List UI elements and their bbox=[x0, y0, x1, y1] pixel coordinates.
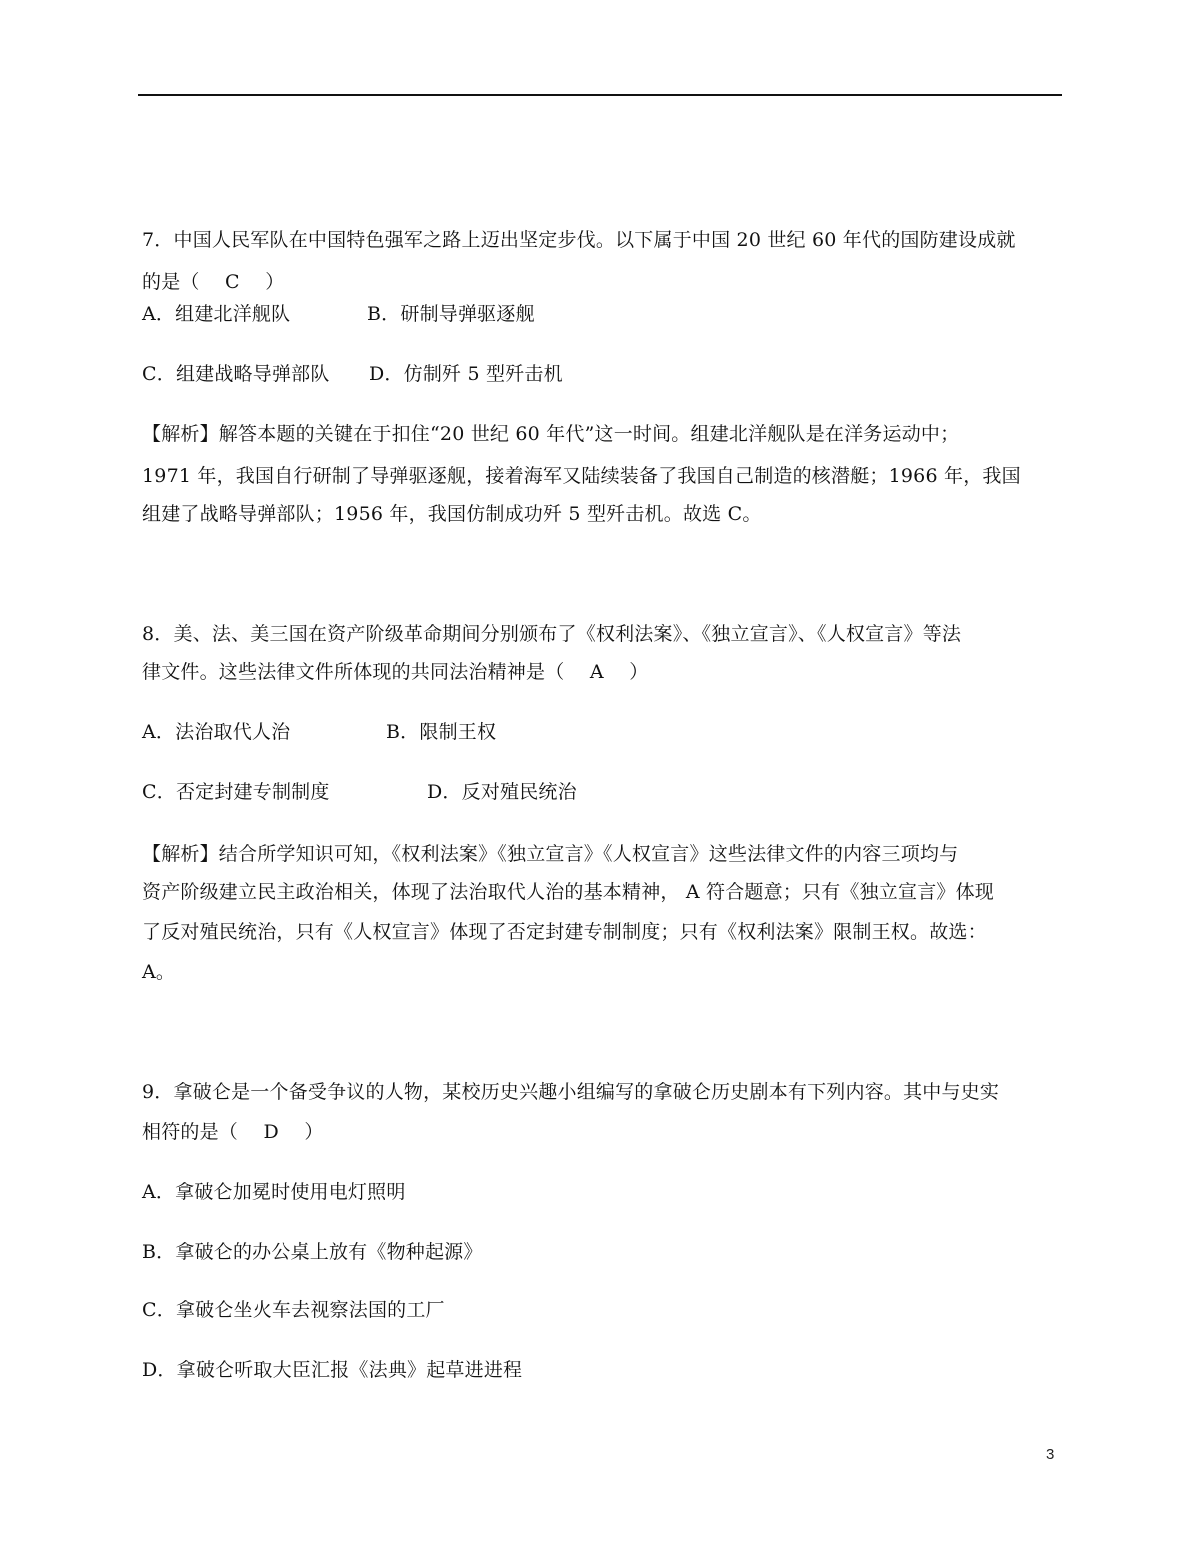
question-9-stem-line-2: 相符的是（ D ） bbox=[142, 1121, 324, 1143]
question-9-stem-line-1: 9．拿破仑是一个备受争议的人物，某校历史兴趣小组编写的拿破仑历史剧本有下列内容。其中与史实 bbox=[142, 1081, 1000, 1103]
option-c: C．否定封建专制制度 bbox=[142, 781, 330, 803]
question-9-option-a: A．拿破仑加冕时使用电灯照明 bbox=[142, 1181, 406, 1203]
option-d: D．仿制歼 5 型歼击机 bbox=[369, 363, 563, 385]
option-b: B．研制导弹驱逐舰 bbox=[367, 303, 535, 325]
question-9-option-d: D．拿破仑听取大臣汇报《法典》起草进进程 bbox=[142, 1359, 523, 1381]
question-9-option-b: B．拿破仑的办公桌上放有《物种起源》 bbox=[142, 1241, 483, 1263]
question-7-stem-line-2: 的是（ C ） bbox=[142, 271, 285, 293]
page-number: 3 bbox=[1046, 1446, 1055, 1463]
question-8-analysis-line-1: 【解析】结合所学知识可知，《权利法案》《独立宣言》《人权宣言》这些法律文件的内容三项均与 bbox=[142, 843, 959, 865]
question-9-option-c: C．拿破仑坐火车去视察法国的工厂 bbox=[142, 1299, 445, 1321]
question-8-options-row-1 bbox=[142, 720, 1072, 744]
option-a: A．组建北洋舰队 bbox=[142, 303, 291, 325]
question-8-stem-line-1: 8．美、法、美三国在资产阶级革命期间分别颁布了《权利法案》、《独立宣言》、《人权宣言》等法 bbox=[142, 623, 962, 645]
question-8-analysis-line-2: 资产阶级建立民主政治相关，体现了法治取代人治的基本精神， A 符合题意；只有《独立宣言》体现 bbox=[142, 881, 995, 903]
question-8-stem-line-2: 律文件。这些法律文件所体现的共同法治精神是（ A ） bbox=[142, 661, 649, 683]
question-7-stem-line-1: 7．中国人民军队在中国特色强军之路上迈出坚定步伐。以下属于中国 20 世纪 60 年代的国防建设成就 bbox=[142, 229, 1016, 251]
option-a: A．法治取代人治 bbox=[142, 721, 291, 743]
question-8-options-row-2 bbox=[142, 780, 1072, 804]
option-d: D．反对殖民统治 bbox=[427, 781, 577, 803]
option-b: B．限制王权 bbox=[386, 721, 497, 743]
question-7-analysis-line-1: 【解析】解答本题的关键在于扣住“20 世纪 60 年代”这一时间。组建北洋舰队是在洋务运动中； bbox=[142, 423, 960, 445]
header-rule bbox=[138, 94, 1062, 96]
option-c: C．组建战略导弹部队 bbox=[142, 363, 330, 385]
question-7-analysis-line-3: 组建了战略导弹部队；1956 年，我国仿制成功歼 5 型歼击机。故选 C。 bbox=[142, 503, 762, 525]
question-7-options-row-2 bbox=[142, 362, 1072, 386]
question-8-analysis-line-3: 了反对殖民统治，只有《人权宣言》体现了否定封建专制制度；只有《权利法案》限制王权。故选： bbox=[142, 921, 987, 943]
question-8-analysis-line-4: A。 bbox=[142, 961, 176, 983]
question-7-analysis-line-2: 1971 年，我国自行研制了导弹驱逐舰，接着海军又陆续装备了我国自己制造的核潜艇；1966 年，我国 bbox=[142, 465, 1021, 487]
question-7-options-row-1 bbox=[142, 302, 1072, 326]
